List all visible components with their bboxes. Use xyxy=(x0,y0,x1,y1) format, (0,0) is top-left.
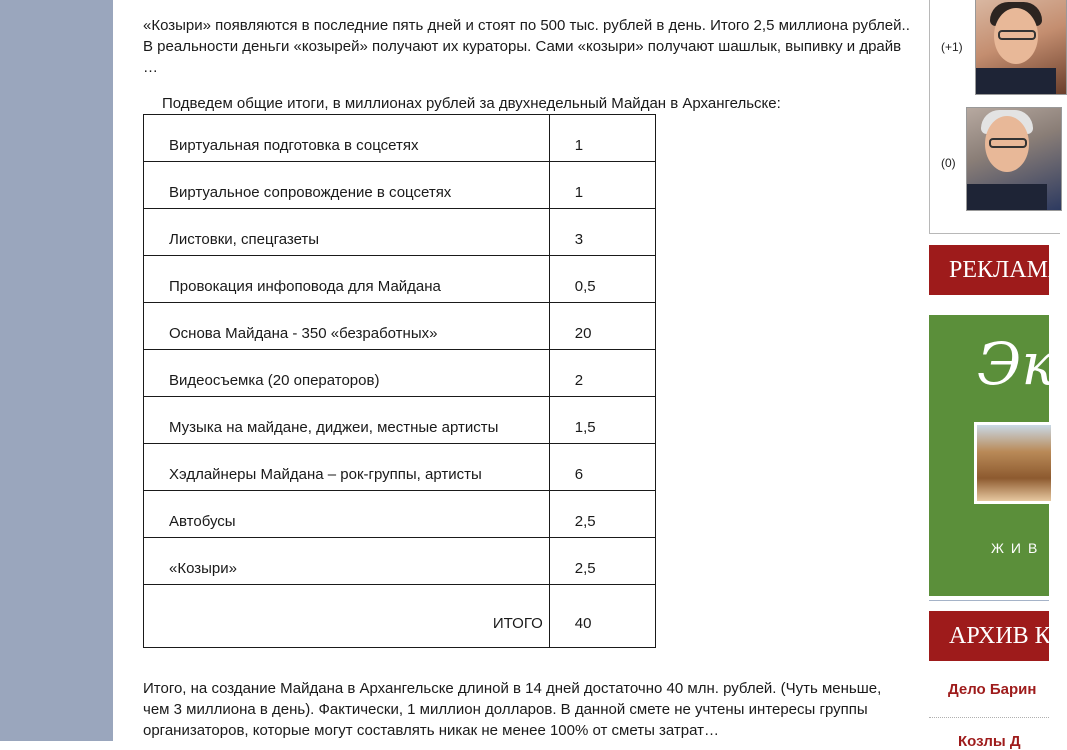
cost-item-label: Виртуальное сопровождение в соцсетях xyxy=(144,162,550,209)
rating-count: (+1) xyxy=(941,40,963,54)
total-label: ИТОГО xyxy=(144,585,550,648)
table-row xyxy=(144,256,656,303)
glasses-shape xyxy=(989,138,1027,148)
cost-table xyxy=(143,114,656,648)
table-row xyxy=(144,115,656,162)
table-row xyxy=(144,350,656,397)
cost-item-label: Листовки, спецгазеты xyxy=(144,209,550,256)
suit-shape xyxy=(976,68,1056,94)
rating-widget xyxy=(929,0,1060,234)
cost-item-label: «Козыри» xyxy=(144,538,550,585)
rating-count: (0) xyxy=(941,156,956,170)
archive-section-header: АРХИВ КО xyxy=(929,611,1049,661)
cost-item-label: Хэдлайнеры Майдана – рок-группы, артисты xyxy=(144,444,550,491)
cost-item-label: Видеосъемка (20 операторов) xyxy=(144,350,550,397)
table-row xyxy=(144,444,656,491)
person-photo[interactable] xyxy=(975,0,1067,95)
glasses-shape xyxy=(998,30,1036,40)
cost-item-value: 2 xyxy=(549,350,655,397)
cost-item-label: Провокация инфоповода для Майдана xyxy=(144,256,550,303)
cost-item-value: 1,5 xyxy=(549,397,655,444)
archive-link[interactable]: Козлы Д xyxy=(958,733,1021,750)
table-row xyxy=(144,491,656,538)
cost-item-value: 2,5 xyxy=(549,491,655,538)
total-value: 40 xyxy=(549,585,655,648)
cost-item-value: 1 xyxy=(549,162,655,209)
cost-item-value: 1 xyxy=(549,115,655,162)
cost-item-value: 3 xyxy=(549,209,655,256)
cost-item-label: Музыка на майдане, диджеи, местные артисты xyxy=(144,397,550,444)
article-paragraph: Итого, на создание Майдана в Архангельске длиной в 14 дней достаточно 40 млн. рублей. (Чуть меньше, чем 3 миллиона в день). Фактически, 1 миллион долларов. В данной смете не учтены интересы группы организаторов, которые могут составлять никак не менее 100% от сметы затрат… xyxy=(143,680,882,739)
left-page-margin xyxy=(0,0,113,741)
cost-item-label: Автобусы xyxy=(144,491,550,538)
table-total-row xyxy=(144,585,656,648)
ad-caption: ЖИВ xyxy=(991,540,1045,556)
archive-link[interactable]: Дело Барин xyxy=(948,681,1037,698)
table-row xyxy=(144,538,656,585)
table-row xyxy=(144,397,656,444)
cost-item-value: 0,5 xyxy=(549,256,655,303)
advertisement[interactable] xyxy=(929,315,1057,596)
cost-item-value: 20 xyxy=(549,303,655,350)
cost-item-value: 2,5 xyxy=(549,538,655,585)
ad-house-image[interactable] xyxy=(974,422,1054,504)
table-intro-text: Подведем общие итоги, в миллионах рублей за двухнедельный Майдан в Архангельске: xyxy=(162,95,781,112)
ad-script-logo: Эк xyxy=(977,330,1057,398)
table-row xyxy=(144,303,656,350)
sidebar-divider xyxy=(929,600,1049,601)
cost-item-value: 6 xyxy=(549,444,655,491)
cost-item-label: Виртуальная подготовка в соцсетях xyxy=(144,115,550,162)
table-row xyxy=(144,209,656,256)
person-photo[interactable] xyxy=(966,107,1062,211)
article-paragraph: «Козыри» появляются в последние пять дней и стоят по 500 тыс. рублей в день. Итого 2,5 миллиона рублей.. В реальности деньги «козырей» получают их кураторы. Сами «козыри» получают шашлык, выпивку и драйв … xyxy=(143,17,910,76)
table-row xyxy=(144,162,656,209)
suit-shape xyxy=(967,184,1047,210)
archive-divider xyxy=(929,717,1049,718)
cost-item-label: Основа Майдана - 350 «безработных» xyxy=(144,303,550,350)
ads-section-header: РЕКЛАМА xyxy=(929,245,1049,295)
